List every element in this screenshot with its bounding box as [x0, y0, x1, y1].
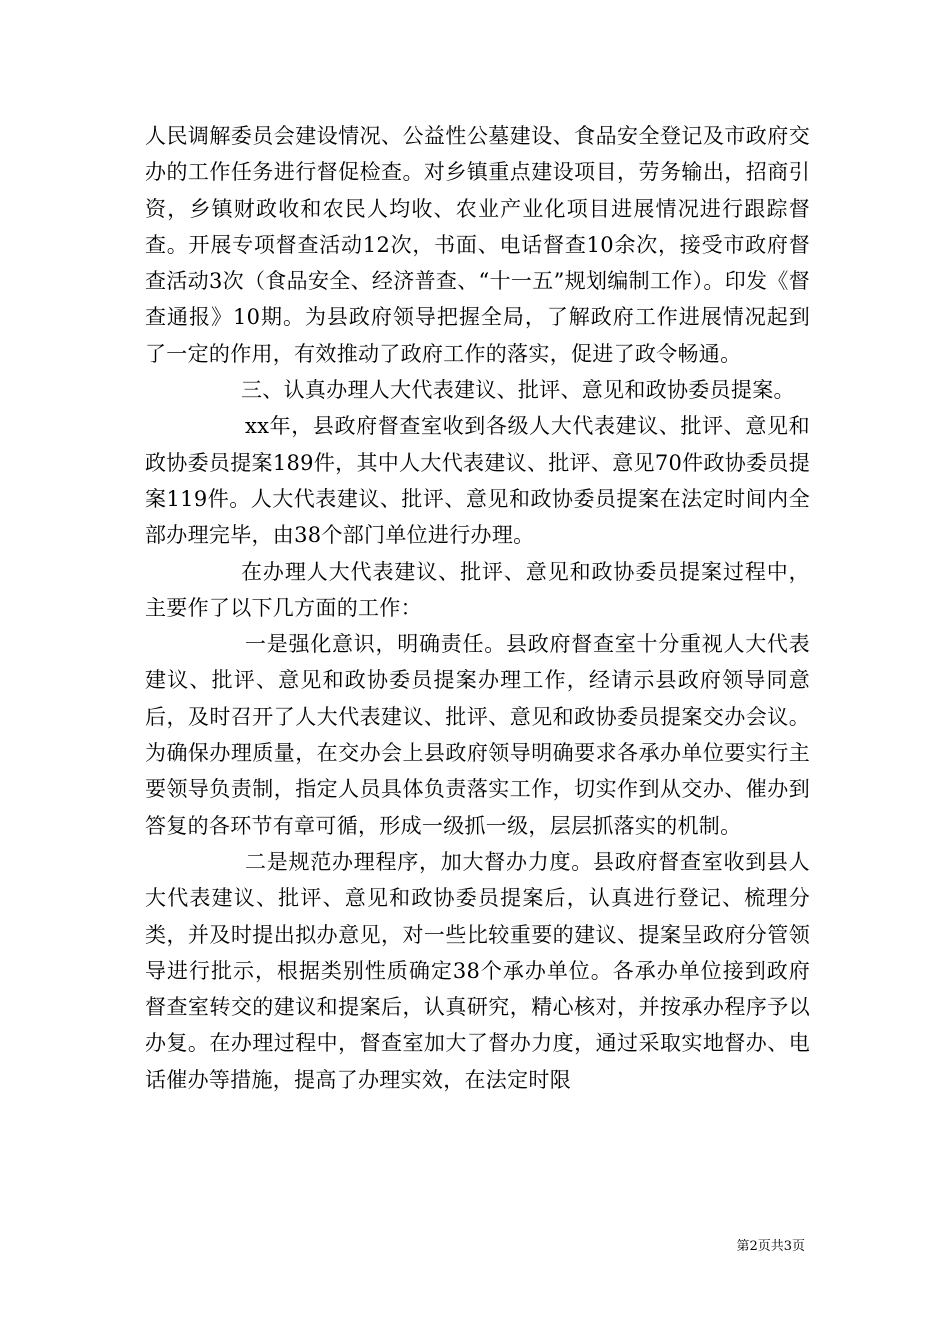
paragraph-3: 在办理人大代表建议、批评、意见和政协委员提案过程中，主要作了以下几方面的工作：	[145, 559, 810, 620]
paragraph-4: 一是强化意识，明确责任。县政府督查室十分重视人大代表建议、批评、意见和政协委员提案办理工作，经请示县政府领导同意后，及时召开了人大代表建议、批评、意见和政协委员提案交办会议。为确保办理质量，在交办会上县政府领导明确要求各承办单位要实行主要领导负责制，指定人员具体负责落实工作，切实作到从交办、催办到答复的各环节有章可循，形成一级抓一级，层层抓落实的机制。	[145, 632, 810, 838]
paragraph-2: xx年，县政府督查室收到各级人大代表建议、批评、意见和政协委员提案189件，其中人大代表建议、批评、意见70件政协委员提案119件。人大代表建议、批评、意见和政协委员提案在法定时间内全部办理完毕，由38个部门单位进行办理。	[145, 414, 810, 548]
document-body	[145, 118, 810, 1098]
section-heading-3: 三、认真办理人大代表建议、批评、意见和政协委员提案。	[241, 378, 795, 403]
page-footer: 第2页共3页	[736, 1239, 805, 1254]
paragraph-1: 人民调解委员会建设情况、公益性公墓建设、食品安全登记及市政府交办的工作任务进行督促检查。对乡镇重点建设项目，劳务输出，招商引资，乡镇财政收和农民人均收、农业产业化项目进展情况进行跟踪督查。开展专项督查活动12次，书面、电话督查10余次，接受市政府督查活动3次（食品安全、经济普查、“十一五”规划编制工作）。印发《督查通报》10期。为县政府领导把握全局，了解政府工作进展情况起到了一定的作用，有效推动了政府工作的落实，促进了政令畅通。	[145, 124, 810, 366]
paragraph-5: 二是规范办理程序，加大督办力度。县政府督查室收到县人大代表建议、批评、意见和政协委员提案后，认真进行登记、梳理分类，并及时提出拟办意见，对一些比较重要的建议、提案呈政府分管领导进行批示，根据类别性质确定38个承办单位。各承办单位接到政府督查室转交的建议和提案后，认真研究，精心核对，并按承办程序予以办复。在办理过程中，督查室加大了督办力度，通过采取实地督办、电话催办等措施，提高了办理实效，在法定时限	[145, 849, 810, 1092]
